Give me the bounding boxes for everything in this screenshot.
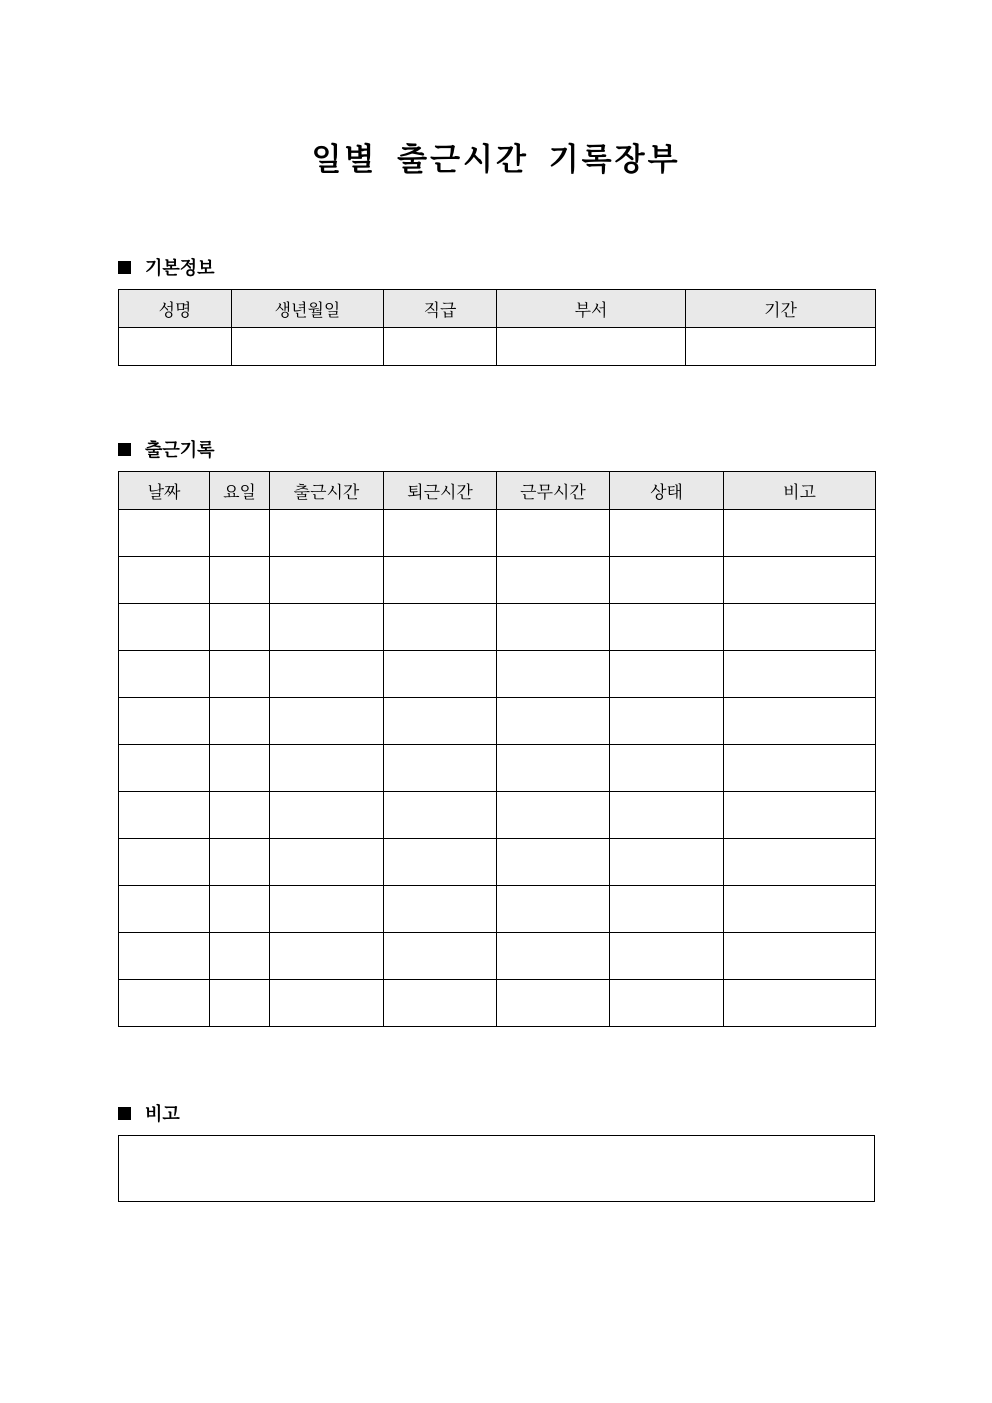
- table-row: [119, 510, 876, 557]
- attendance-table: [118, 471, 876, 1027]
- clock-out-cell[interactable]: [384, 557, 497, 604]
- clock-out-cell[interactable]: [384, 698, 497, 745]
- weekday-cell[interactable]: [210, 651, 270, 698]
- work-hours-cell[interactable]: [497, 933, 610, 980]
- work-hours-cell[interactable]: [497, 839, 610, 886]
- notes-box[interactable]: [118, 1135, 875, 1202]
- notes-heading: [118, 1100, 180, 1126]
- clock-in-cell[interactable]: [270, 510, 384, 557]
- header-cell-work-hours: 근무시간: [497, 472, 610, 510]
- work-hours-cell[interactable]: [497, 604, 610, 651]
- header-cell-clock-out: 퇴근시간: [384, 472, 497, 510]
- square-bullet-icon: [118, 261, 131, 274]
- remarks-cell[interactable]: [724, 886, 876, 933]
- table-row: [119, 980, 876, 1027]
- clock-out-cell[interactable]: [384, 839, 497, 886]
- clock-in-cell[interactable]: [270, 980, 384, 1027]
- weekday-cell[interactable]: [210, 510, 270, 557]
- weekday-cell[interactable]: [210, 604, 270, 651]
- attendance-heading-label: 출근기록: [145, 440, 215, 461]
- clock-out-cell[interactable]: [384, 886, 497, 933]
- weekday-cell[interactable]: [210, 886, 270, 933]
- table-row: [119, 557, 876, 604]
- name-value-cell[interactable]: [119, 328, 232, 366]
- date-cell[interactable]: [119, 886, 210, 933]
- date-cell[interactable]: [119, 557, 210, 604]
- basic-info-heading: [118, 254, 215, 280]
- status-cell[interactable]: [610, 557, 724, 604]
- table-row: [119, 933, 876, 980]
- date-cell[interactable]: [119, 651, 210, 698]
- work-hours-cell[interactable]: [497, 792, 610, 839]
- header-cell-name: 성명: [119, 290, 232, 328]
- clock-out-cell[interactable]: [384, 510, 497, 557]
- status-cell[interactable]: [610, 792, 724, 839]
- basic-info-table: [118, 289, 876, 366]
- status-cell[interactable]: [610, 745, 724, 792]
- status-cell[interactable]: [610, 839, 724, 886]
- header-cell-clock-in: 출근시간: [270, 472, 384, 510]
- period-value-cell[interactable]: [686, 328, 876, 366]
- clock-out-cell[interactable]: [384, 604, 497, 651]
- remarks-cell[interactable]: [724, 651, 876, 698]
- table-row: [119, 604, 876, 651]
- status-cell[interactable]: [610, 886, 724, 933]
- date-cell[interactable]: [119, 933, 210, 980]
- table-row: [119, 792, 876, 839]
- notes-heading-label: 비고: [145, 1104, 180, 1125]
- work-hours-cell[interactable]: [497, 651, 610, 698]
- basic-info-heading-label: 기본정보: [145, 258, 215, 279]
- remarks-cell[interactable]: [724, 839, 876, 886]
- status-cell[interactable]: [610, 933, 724, 980]
- remarks-cell[interactable]: [724, 557, 876, 604]
- clock-out-cell[interactable]: [384, 933, 497, 980]
- table-row: [119, 745, 876, 792]
- table-row: [119, 651, 876, 698]
- clock-in-cell[interactable]: [270, 698, 384, 745]
- table-row: [119, 698, 876, 745]
- work-hours-cell[interactable]: [497, 886, 610, 933]
- clock-in-cell[interactable]: [270, 886, 384, 933]
- header-cell-period: 기간: [686, 290, 876, 328]
- date-cell[interactable]: [119, 839, 210, 886]
- clock-in-cell[interactable]: [270, 557, 384, 604]
- remarks-cell[interactable]: [724, 933, 876, 980]
- weekday-cell[interactable]: [210, 792, 270, 839]
- header-cell-weekday: 요일: [210, 472, 270, 510]
- date-cell[interactable]: [119, 792, 210, 839]
- basic-info-header-row: [119, 290, 876, 328]
- weekday-cell[interactable]: [210, 698, 270, 745]
- attendance-header-row: [119, 472, 876, 510]
- weekday-cell[interactable]: [210, 745, 270, 792]
- clock-in-cell[interactable]: [270, 604, 384, 651]
- weekday-cell[interactable]: [210, 933, 270, 980]
- date-cell[interactable]: [119, 510, 210, 557]
- basic-info-value-row: [119, 328, 876, 366]
- clock-in-cell[interactable]: [270, 792, 384, 839]
- clock-in-cell[interactable]: [270, 745, 384, 792]
- date-cell[interactable]: [119, 745, 210, 792]
- status-cell[interactable]: [610, 510, 724, 557]
- date-cell[interactable]: [119, 604, 210, 651]
- clock-out-cell[interactable]: [384, 980, 497, 1027]
- weekday-cell[interactable]: [210, 839, 270, 886]
- work-hours-cell[interactable]: [497, 980, 610, 1027]
- remarks-cell[interactable]: [724, 698, 876, 745]
- status-cell[interactable]: [610, 604, 724, 651]
- clock-out-cell[interactable]: [384, 651, 497, 698]
- header-cell-date: 날짜: [119, 472, 210, 510]
- birthdate-value-cell[interactable]: [232, 328, 384, 366]
- clock-in-cell[interactable]: [270, 839, 384, 886]
- date-cell[interactable]: [119, 980, 210, 1027]
- remarks-cell[interactable]: [724, 510, 876, 557]
- header-cell-birthdate: 생년월일: [232, 290, 384, 328]
- date-cell[interactable]: [119, 698, 210, 745]
- remarks-cell[interactable]: [724, 980, 876, 1027]
- status-cell[interactable]: [610, 698, 724, 745]
- status-cell[interactable]: [610, 980, 724, 1027]
- weekday-cell[interactable]: [210, 557, 270, 604]
- clock-out-cell[interactable]: [384, 792, 497, 839]
- department-value-cell[interactable]: [497, 328, 686, 366]
- remarks-cell[interactable]: [724, 745, 876, 792]
- attendance-heading: [118, 436, 215, 462]
- header-cell-status: 상태: [610, 472, 724, 510]
- work-hours-cell[interactable]: [497, 510, 610, 557]
- work-hours-cell[interactable]: [497, 557, 610, 604]
- table-row: [119, 886, 876, 933]
- document-title: 일별 출근시간 기록장부: [311, 142, 681, 178]
- square-bullet-icon: [118, 443, 131, 456]
- attendance-body: [119, 510, 876, 1027]
- clock-in-cell[interactable]: [270, 933, 384, 980]
- work-hours-cell[interactable]: [497, 745, 610, 792]
- clock-in-cell[interactable]: [270, 651, 384, 698]
- status-cell[interactable]: [610, 651, 724, 698]
- square-bullet-icon: [118, 1107, 131, 1120]
- clock-out-cell[interactable]: [384, 745, 497, 792]
- header-cell-position: 직급: [384, 290, 497, 328]
- work-hours-cell[interactable]: [497, 698, 610, 745]
- table-row: [119, 839, 876, 886]
- position-value-cell[interactable]: [384, 328, 497, 366]
- remarks-cell[interactable]: [724, 792, 876, 839]
- weekday-cell[interactable]: [210, 980, 270, 1027]
- header-cell-remarks: 비고: [724, 472, 876, 510]
- remarks-cell[interactable]: [724, 604, 876, 651]
- header-cell-department: 부서: [497, 290, 686, 328]
